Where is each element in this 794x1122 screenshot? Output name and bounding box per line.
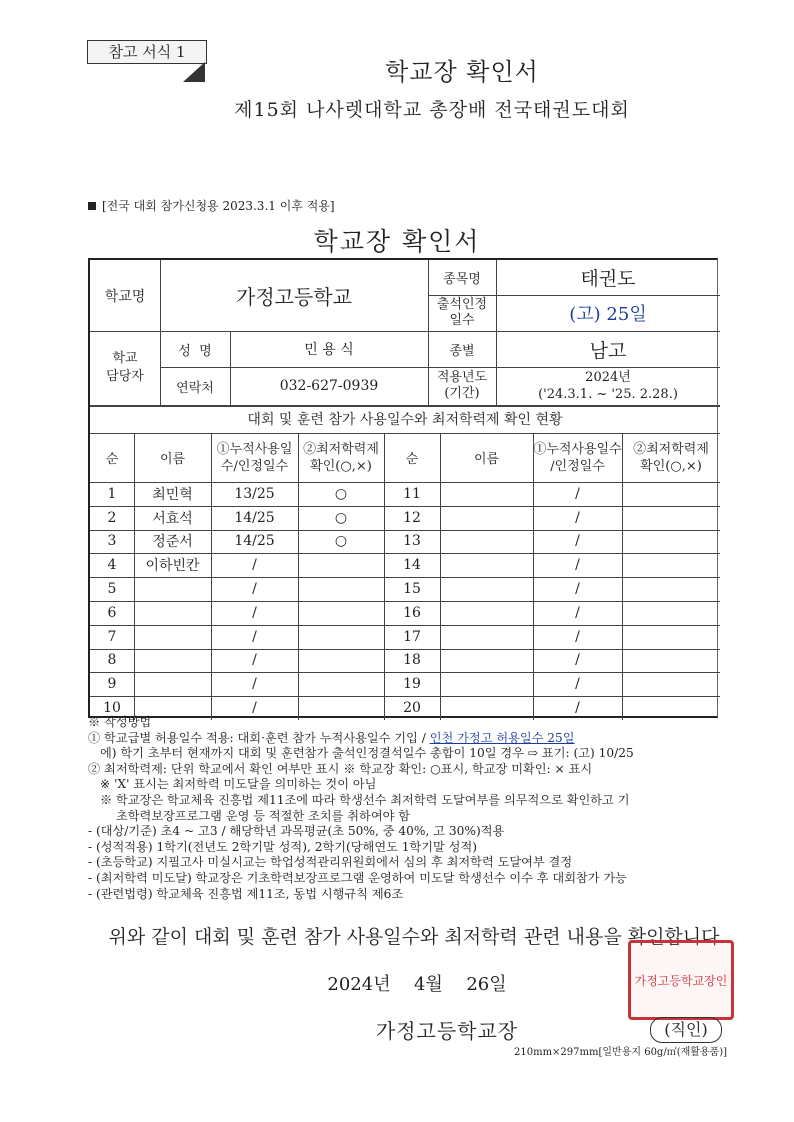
table-cell-days2: /: [575, 485, 580, 502]
table-cell-check2: [622, 672, 720, 696]
table-cell-check: ○: [334, 533, 348, 550]
seal-label: (직인): [650, 1017, 722, 1043]
table-cell-no: 5: [107, 581, 117, 598]
table-cell-no2: 12: [403, 509, 421, 526]
manager-label: 학교 담당자: [106, 351, 144, 384]
table-cell-no: 9: [107, 676, 117, 693]
table-cell-name2: [440, 553, 533, 577]
table-cell-check: ○: [334, 485, 348, 502]
attendance-value: (고) 25일: [569, 304, 647, 325]
table-cell-no: 4: [107, 557, 117, 574]
table-cell-days: 13/25: [234, 485, 275, 502]
table-cell-name2: [440, 506, 533, 530]
table-cell-name2: [440, 482, 533, 506]
confirmation-text: 위와 같이 대회 및 훈련 참가 사용일수와 최저학력 관련 내용을 확인합니다.: [108, 926, 726, 948]
table-cell-days2: /: [575, 628, 580, 645]
table-cell-check2: [622, 482, 720, 506]
table-cell-check: [298, 625, 384, 649]
note-1-example: 에) 학기 초부터 현재까지 대회 및 훈련참가 출석인정결석일수 총합이 10일 경우 ⇨ 표기: (고) 10/25: [100, 746, 634, 761]
table-cell-check2: [622, 625, 720, 649]
table-cell-name2: [440, 625, 533, 649]
table-cell-name: [134, 601, 211, 625]
header-no-right: 순: [405, 452, 419, 467]
table-cell-days2: /: [575, 533, 580, 550]
note-8: - (최저학력 미도달) 학교장은 기초학력보장프로그램 운영하여 미도달 학생선수 이수 후 대회참가 가능: [88, 870, 627, 885]
table-cell-days2: /: [575, 509, 580, 526]
table-cell-check: ○: [334, 509, 348, 526]
table-cell-check2: [622, 649, 720, 673]
table-cell-days: /: [252, 581, 257, 598]
table-cell-days: /: [252, 676, 257, 693]
contact-value: 032-627-0939: [279, 378, 379, 394]
table-cell-days: /: [252, 628, 257, 645]
table-cell-days: /: [252, 557, 257, 574]
event-label: 종목명: [443, 272, 481, 287]
header-check-right: ②최저학력제 확인(○,×): [633, 441, 709, 474]
header-name-right: 이름: [473, 452, 500, 467]
square-bullet-icon: [88, 202, 96, 210]
issue-date: 2024년 4월 26일: [327, 974, 507, 995]
table-cell-no2: 18: [403, 652, 421, 669]
header-days: ①누적사용일 수/인정일수: [216, 441, 293, 474]
note-1: ① 학교급별 허용일수 적용: 대회·훈련 참가 누적사용일수 기입 / 인천 가정고 허용일수 25일: [88, 730, 575, 745]
table-cell-name2: [440, 672, 533, 696]
table-cell-check2: [622, 553, 720, 577]
table-cell-name: 최민혁: [152, 486, 193, 503]
section-title: 대회 및 훈련 참가 사용일수와 최저학력제 확인 현황: [247, 412, 563, 428]
note-9: - (관련법령) 학교체육 진흥법 제11조, 동법 시행규칙 제6조: [88, 886, 404, 901]
table-cell-check2: [622, 577, 720, 601]
table-cell-no: 1: [107, 485, 117, 502]
table-cell-no: 6: [107, 604, 117, 621]
name-value: 민 용 식: [304, 342, 354, 358]
table-cell-no2: 14: [403, 557, 421, 574]
table-cell-days2: /: [575, 604, 580, 621]
table-cell-name: 정준서: [152, 534, 193, 551]
event-value: 태권도: [580, 268, 636, 290]
note-6: - (성적적용) 1학기(전년도 2학기말 성적), 2학기(당해연도 1학기말 성적): [88, 839, 477, 854]
header-no: 순: [105, 452, 119, 467]
note-5: - (대상/기준) 초4 ~ 고3 / 해당학년 과목평균(초 50%, 중 40%, 고 30%)적용: [88, 824, 505, 839]
table-cell-days: /: [252, 652, 257, 669]
school-label: 학교명: [104, 288, 146, 305]
table-cell-no2: 11: [403, 485, 421, 502]
table-cell-no2: 15: [403, 581, 421, 598]
table-cell-no: 10: [103, 700, 121, 717]
apply-note: [88, 197, 335, 214]
header-days-right: ①누적사용일수 /인정일수: [533, 441, 622, 474]
confirmation-form: [88, 258, 718, 718]
table-cell-no2: 16: [403, 604, 421, 621]
table-cell-no2: 17: [403, 628, 421, 645]
table-cell-no: 3: [107, 533, 117, 550]
note-3: ※ 'X' 표시는 최저학력 미도달을 의미하는 것이 아님: [100, 777, 377, 792]
header-name: 이름: [159, 452, 186, 467]
table-cell-no: 2: [107, 509, 117, 526]
table-cell-days: 14/25: [234, 509, 275, 526]
form-label: 참고 서식 1: [87, 40, 207, 64]
table-cell-name: [134, 577, 211, 601]
table-cell-days2: /: [575, 652, 580, 669]
table-cell-check: [298, 577, 384, 601]
table-cell-no2: 20: [403, 700, 421, 717]
year-label: 적용년도 (기간): [436, 370, 488, 401]
event-subtitle: 제15회 나사렛대학교 총장배 전국태권도대회: [234, 99, 630, 121]
table-cell-no2: 13: [403, 533, 421, 550]
notes-heading: ※ 작성방법: [88, 715, 152, 729]
table-cell-check: [298, 672, 384, 696]
table-cell-name: [134, 625, 211, 649]
apply-note-text: [전국 대회 참가신청용 2023.3.1 이후 적용]: [102, 199, 335, 213]
type-value: 남고: [589, 339, 627, 362]
type-label: 종별: [449, 343, 475, 359]
table-cell-days: 14/25: [234, 533, 275, 550]
table-cell-no: 7: [107, 628, 117, 645]
table-cell-days2: /: [575, 581, 580, 598]
table-cell-check: [298, 553, 384, 577]
allowed-days-link: 인천 가정고 허용일수 25일: [429, 730, 575, 745]
note-7: - (초등학교) 지필고사 미실시교는 학업성적관리위원회에서 심의 후 최저학력 도달여부 결정: [88, 855, 573, 870]
page-title: 학교장 확인서: [385, 58, 539, 86]
table-cell-name: 서효석: [152, 510, 193, 527]
attendance-label: 출석인정 일수: [436, 297, 488, 328]
table-cell-days2: /: [575, 676, 580, 693]
table-cell-days2: /: [575, 557, 580, 574]
contact-label: 연락처: [176, 380, 214, 396]
table-cell-days: /: [252, 700, 257, 717]
table-cell-name2: [440, 530, 533, 554]
note-4-cont: 초학력보장프로그램 운영 등 적절한 조치를 취하여야 함: [116, 808, 411, 823]
table-cell-days: /: [252, 604, 257, 621]
table-cell-no2: 19: [403, 676, 421, 693]
instructions: [88, 715, 728, 902]
year-value: 2024년 ('24.3.1. ~ '25. 2.28.): [538, 370, 678, 402]
table-cell-no: 8: [107, 652, 117, 669]
note-4: ※ 학교장은 학교체육 진흥법 제11조에 따라 학생선수 최저학력 도달여부를 의무적으로 확인하고 기: [100, 792, 630, 807]
principal-name: 가정고등학교장: [375, 1019, 519, 1043]
table-cell-name2: [440, 649, 533, 673]
school-value: 가정고등학교: [236, 285, 352, 309]
table-cell-check2: [622, 530, 720, 554]
table-cell-name: [134, 649, 211, 673]
official-seal: [628, 940, 734, 1020]
note-2: ② 최저학력제: 단위 학교에서 확인 여부만 표시 ※ 학교장 확인: ○표시, 학교장 미확인: × 표시: [88, 761, 593, 776]
table-cell-name2: [440, 577, 533, 601]
name-label: 성 명: [178, 343, 212, 359]
table-cell-name: 이하빈칸: [145, 558, 200, 575]
seal-text: 가정고등학교장인: [634, 973, 728, 988]
table-cell-check: [298, 601, 384, 625]
table-cell-days2: /: [575, 700, 580, 717]
paper-spec: 210mm×297mm[일반용지 60g/㎡(재활용품)]: [514, 1047, 728, 1058]
form-title: 학교장 확인서: [313, 227, 481, 256]
table-cell-name2: [440, 601, 533, 625]
table-cell-check2: [622, 506, 720, 530]
table-cell-check2: [622, 601, 720, 625]
table-cell-check: [298, 649, 384, 673]
header-check: ②최저학력제 확인(○,×): [303, 441, 379, 474]
table-cell-name: [134, 672, 211, 696]
